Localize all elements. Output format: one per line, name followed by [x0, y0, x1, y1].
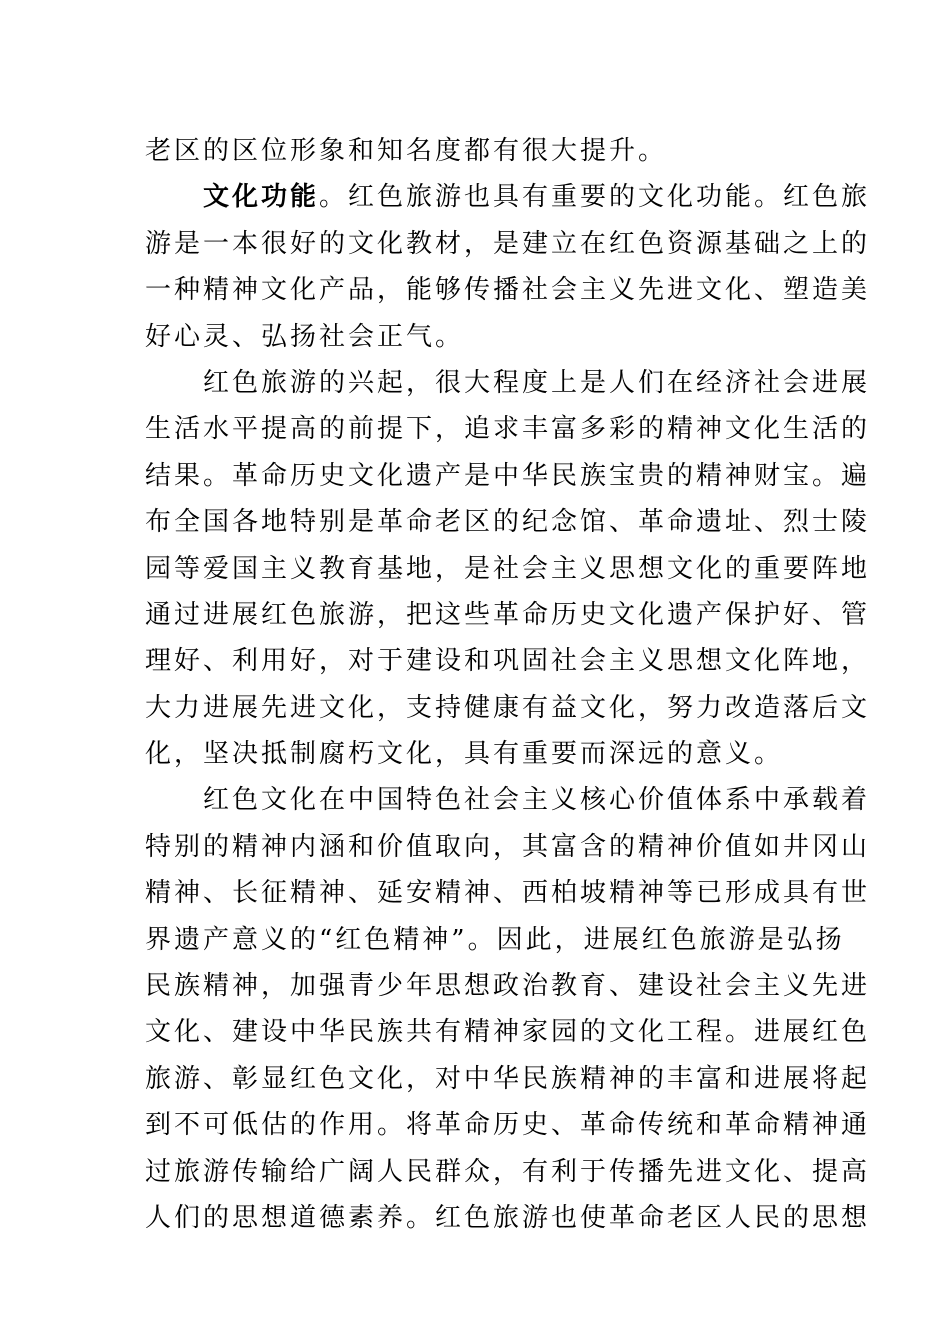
text-line: 红色旅游的兴起，很大程度上是人们在经济社会进展 [203, 367, 871, 398]
text-line: 园等爱国主义教育基地，是社会主义思想文化的重要阵地 [145, 553, 871, 584]
text-line: 精神、长征精神、延安精神、西柏坡精神等已形成具有世 [145, 878, 871, 909]
text-line: 红色文化在中国特色社会主义核心价值体系中承载着 [203, 785, 871, 816]
text-line [145, 174, 871, 220]
text-line: 游是一本很好的文化教材，是建立在红色资源基础之上的 [145, 228, 871, 259]
text-line: 大力进展先进文化，支持健康有益文化，努力改造落后文 [145, 692, 871, 723]
text-line: 结果。革命历史文化遗产是中华民族宝贵的精神财宝。遍 [145, 460, 871, 491]
text-line: 化，坚决抵制腐朽文化，具有重要而深远的意义。 [145, 739, 784, 770]
text-run: 。红色旅游也具有重要的文化功能。红色旅 [319, 182, 871, 213]
text-line: 界遗产意义的“红色精神”。因此，进展红色旅游是弘扬 [145, 924, 845, 955]
text-line: 旅游、彰显红色文化，对中华民族精神的丰富和进展将起 [145, 1063, 871, 1094]
text-line: 理好、利用好，对于建设和巩固社会主义思想文化阵地， [145, 646, 871, 677]
text-line: 老区的区位形象和知名度都有很大提升。 [145, 136, 668, 166]
text-line: 特别的精神内涵和价值取向，其富含的精神价值如井冈山 [145, 831, 871, 862]
text-line: 民族精神，加强青少年思想政治教育、建设社会主义先进 [145, 971, 871, 1002]
text-line: 通过进展红色旅游，把这些革命历史文化遗产保护好、管 [145, 599, 871, 630]
text-line: 生活水平提高的前提下，追求丰富多彩的精神文化生活的 [145, 414, 871, 445]
text-line: 文化、建设中华民族共有精神家园的文化工程。进展红色 [145, 1017, 871, 1048]
text-line: 过旅游传输给广阔人民群众，有利于传播先进文化、提高 [145, 1156, 871, 1187]
text-line: 好心灵、弘扬社会正气。 [145, 321, 465, 352]
text-line: 布全国各地特别是革命老区的纪念馆、革命遗址、烈士陵 [145, 507, 871, 538]
text-line: 一种精神文化产品，能够传播社会主义先进文化、塑造美 [145, 275, 871, 306]
text-line: 到不可低估的作用。将革命历史、革命传统和革命精神通 [145, 1110, 871, 1141]
text-line: 人们的思想道德素养。红色旅游也使革命老区人民的思想 [145, 1202, 871, 1233]
paragraph-heading: 文化功能 [203, 182, 320, 213]
document-body [145, 128, 871, 1241]
